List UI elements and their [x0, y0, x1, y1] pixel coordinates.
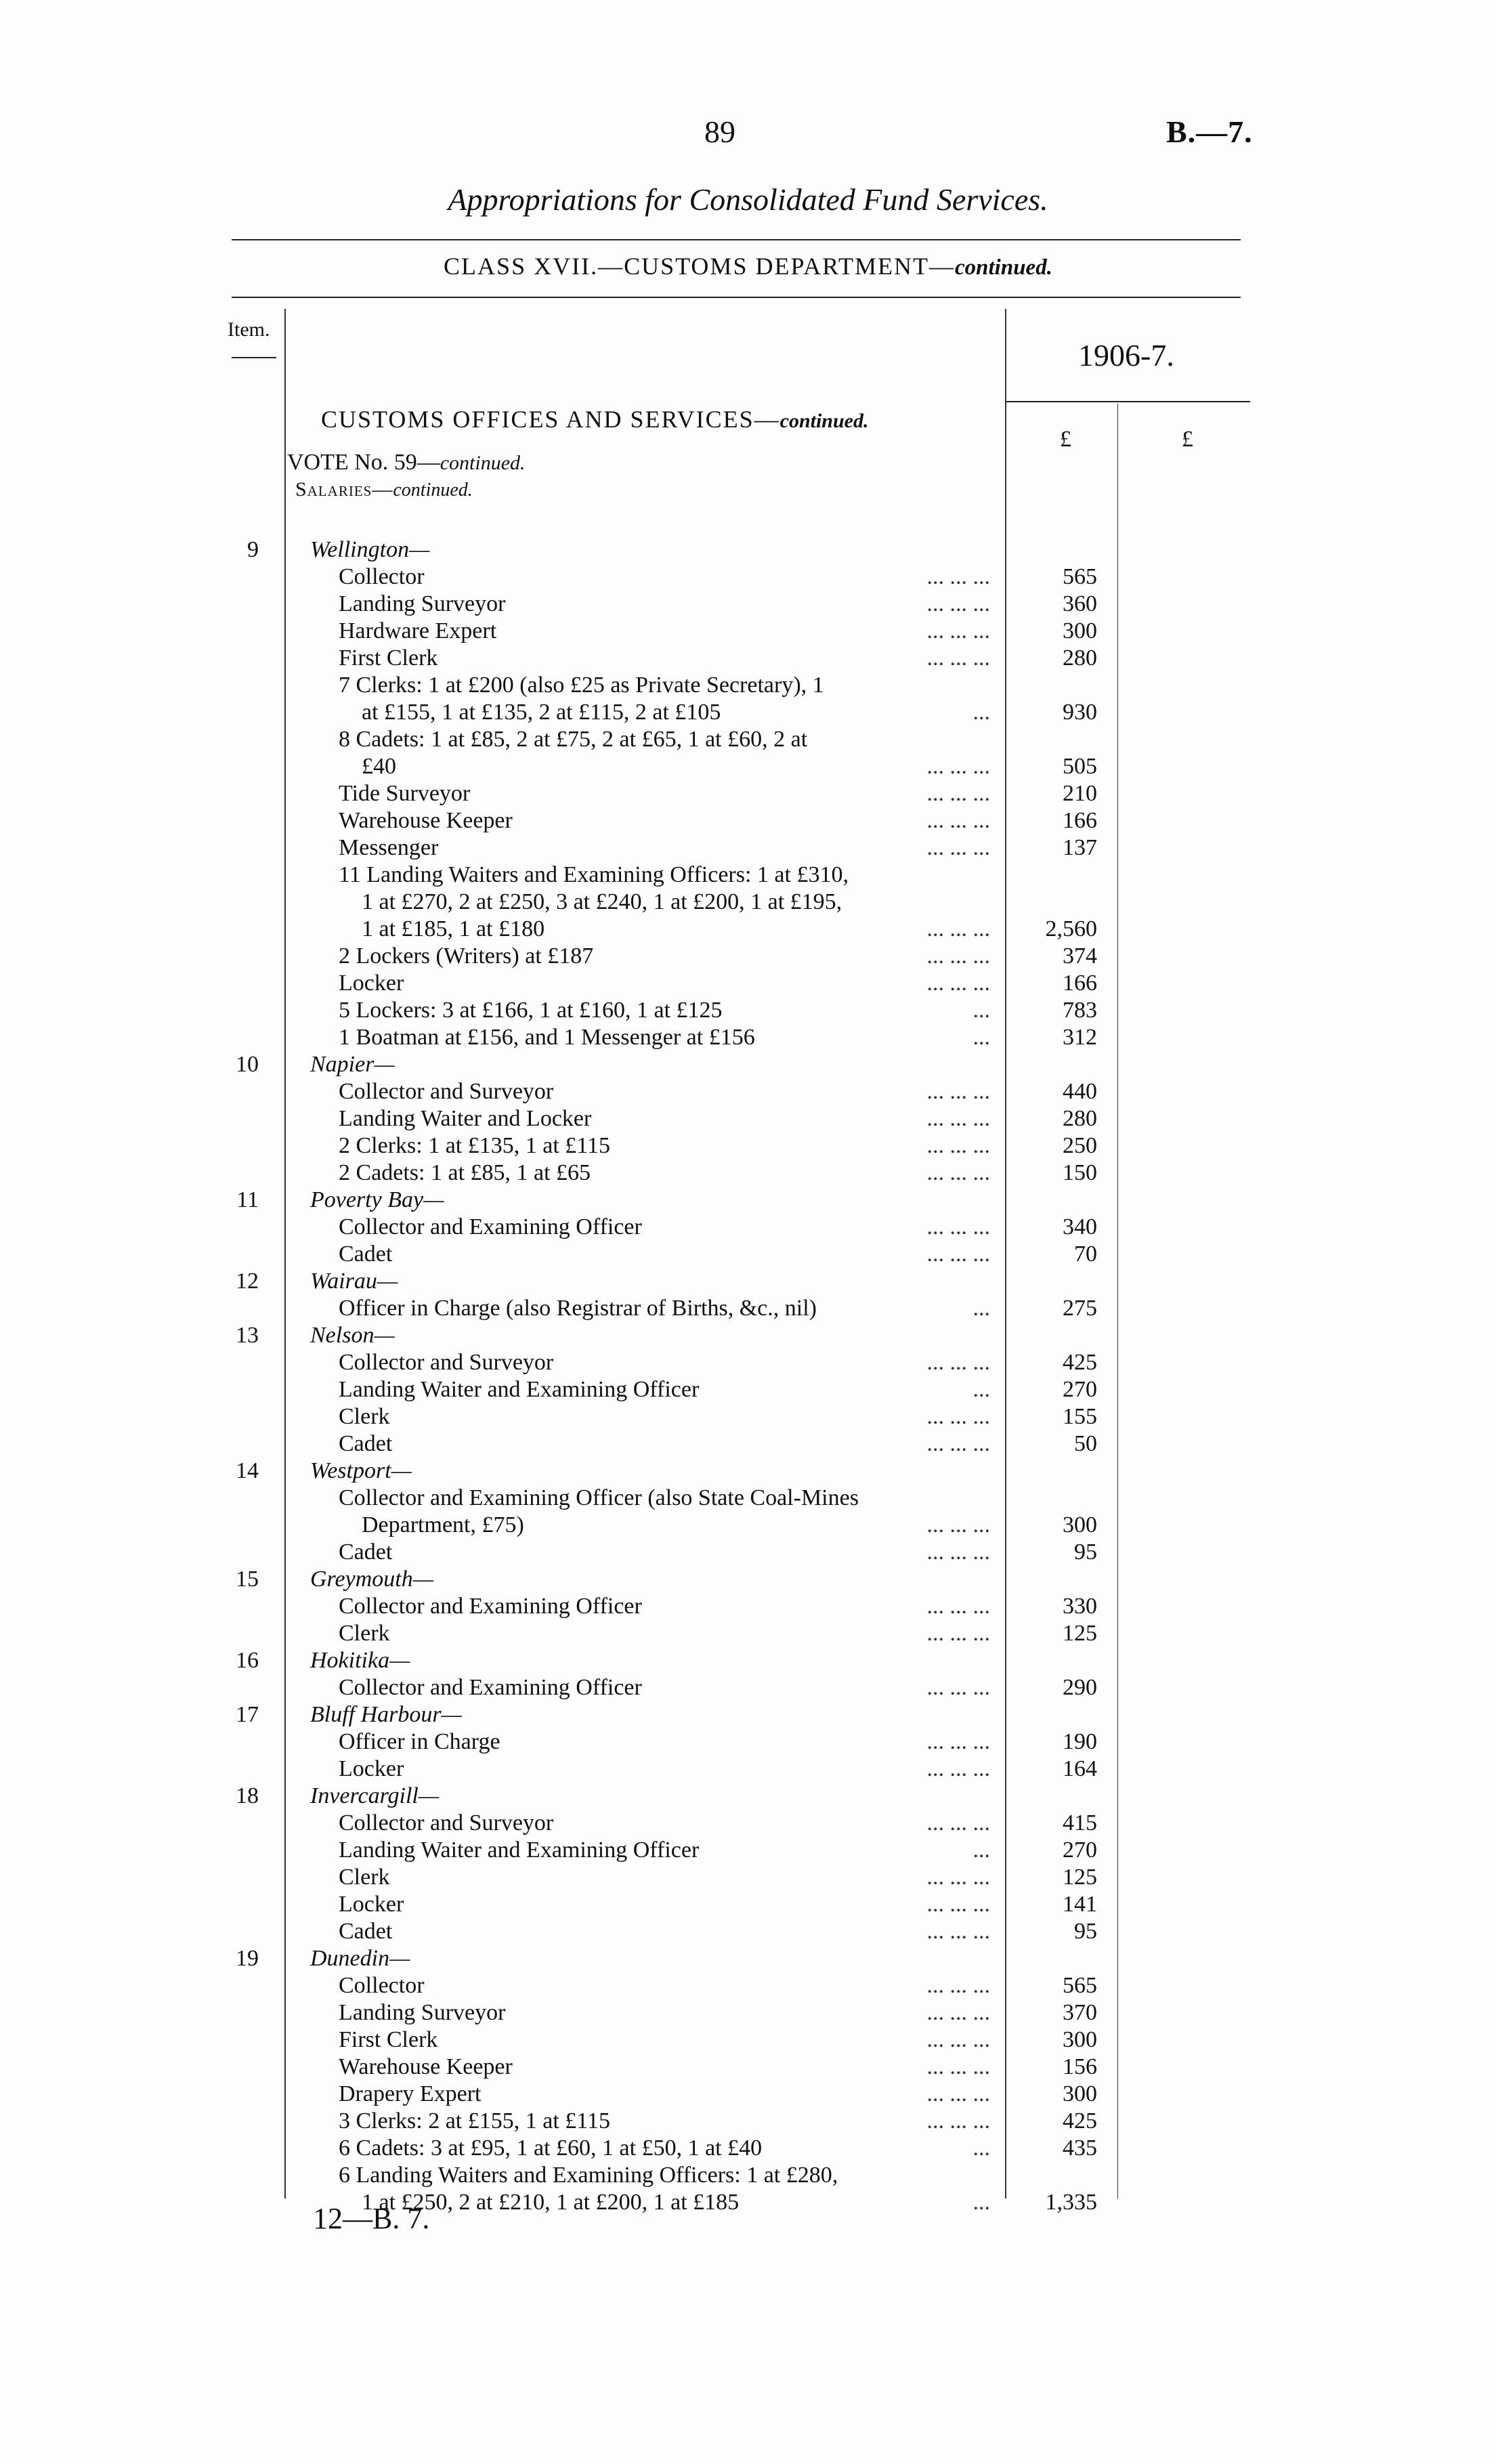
office-name: Wellington— — [310, 537, 430, 562]
item-number: 19 — [236, 1946, 259, 1971]
amount-value: 50 — [1074, 1431, 1097, 1456]
dot-leader: ... ... ... — [926, 781, 990, 806]
row-description: £40 — [362, 754, 396, 779]
row-description: Clerk — [339, 1404, 390, 1429]
dot-leader: ... ... ... — [926, 1810, 990, 1835]
row-description: Collector — [339, 564, 425, 589]
amount-value: 95 — [1074, 1919, 1097, 1944]
dot-leader: ... — [973, 1296, 990, 1321]
table-row — [0, 618, 1496, 645]
amount-value: 425 — [1063, 2108, 1097, 2133]
row-description: at £155, 1 at £135, 2 at £115, 2 at £105 — [362, 700, 721, 725]
row-description: Collector and Examining Officer (also State Coal-Mines — [339, 1485, 859, 1510]
amount-value: 360 — [1063, 591, 1097, 616]
amount-value: 155 — [1063, 1404, 1097, 1429]
vote-heading — [287, 450, 526, 475]
dot-leader: ... ... ... — [926, 1214, 990, 1239]
dot-leader: ... ... ... — [926, 1729, 990, 1754]
table-row — [0, 862, 1496, 889]
row-description: 2 Lockers (Writers) at £187 — [339, 943, 594, 969]
item-number: 16 — [236, 1648, 259, 1673]
table-row — [0, 1078, 1496, 1105]
dot-leader: ... ... ... — [926, 1160, 990, 1185]
amount-value: 250 — [1063, 1133, 1097, 1158]
row-description: Collector and Surveyor — [339, 1350, 554, 1375]
office-name: Poverty Bay— — [310, 1187, 444, 1212]
table-row — [0, 1430, 1496, 1458]
class-heading — [0, 252, 1496, 280]
table-row — [0, 1891, 1496, 1918]
table-row — [0, 1674, 1496, 1701]
table-row — [0, 2162, 1496, 2189]
table-row — [0, 1241, 1496, 1268]
dot-leader: ... ... ... — [926, 943, 990, 969]
table-row — [0, 1295, 1496, 1322]
office-heading-row — [0, 1187, 1496, 1214]
item-number: 14 — [236, 1458, 259, 1483]
row-description: 3 Clerks: 2 at £155, 1 at £115 — [339, 2108, 611, 2133]
row-description: Tide Surveyor — [339, 781, 471, 806]
table-row — [0, 591, 1496, 618]
office-name: Bluff Harbour— — [310, 1702, 462, 1727]
amount-value: 190 — [1063, 1729, 1097, 1754]
amount-value: 300 — [1063, 618, 1097, 643]
amount-value: 415 — [1063, 1810, 1097, 1835]
dot-leader: ... — [973, 700, 990, 725]
dot-leader: ... ... ... — [926, 754, 990, 779]
amount-value: 164 — [1063, 1756, 1097, 1781]
dot-leader: ... ... ... — [926, 916, 990, 941]
row-description: Officer in Charge (also Registrar of Births, &c., nil) — [339, 1296, 817, 1321]
row-description: 1 at £270, 2 at £250, 3 at £240, 1 at £200, 1 at £195, — [362, 889, 842, 914]
dot-leader: ... — [973, 2136, 990, 2161]
dot-leader: ... ... ... — [926, 1241, 990, 1267]
dot-leader: ... ... ... — [926, 1675, 990, 1700]
class-rule — [232, 297, 1241, 298]
dot-leader: ... ... ... — [926, 1079, 990, 1104]
table-row — [0, 1918, 1496, 1945]
amount-value: 137 — [1063, 835, 1097, 860]
dot-leader: ... ... ... — [926, 618, 990, 643]
office-heading-row — [0, 1783, 1496, 1810]
amount-value: 150 — [1063, 1160, 1097, 1185]
table-row — [0, 916, 1496, 943]
office-name: Napier— — [310, 1052, 395, 1077]
table-row — [0, 1864, 1496, 1891]
dot-leader: ... — [973, 1838, 990, 1863]
row-description: 7 Clerks: 1 at £200 (also £25 as Private Secretary), 1 — [339, 673, 824, 698]
row-description: 1 Boatman at £156, and 1 Messenger at £156 — [339, 1025, 755, 1050]
row-description: Locker — [339, 1756, 404, 1781]
amount-value: 280 — [1063, 645, 1097, 671]
office-heading-row — [0, 1945, 1496, 1972]
office-heading-row — [0, 1268, 1496, 1295]
dot-leader: ... ... ... — [926, 1756, 990, 1781]
row-description: Clerk — [339, 1621, 390, 1646]
dot-leader: ... ... ... — [926, 2081, 990, 2106]
amount-value: 166 — [1063, 971, 1097, 996]
dot-leader: ... ... ... — [926, 971, 990, 996]
year-header-rule — [1006, 401, 1250, 402]
table-row — [0, 1105, 1496, 1132]
amount-value: 440 — [1063, 1079, 1097, 1104]
row-description: Collector and Surveyor — [339, 1810, 554, 1835]
table-row — [0, 1810, 1496, 1837]
table-row — [0, 807, 1496, 834]
section-heading-suffix: continued. — [779, 410, 869, 432]
row-description: First Clerk — [339, 2027, 438, 2052]
amount-value: 505 — [1063, 754, 1097, 779]
item-number: 11 — [236, 1187, 259, 1212]
dot-leader: ... ... ... — [926, 2027, 990, 2052]
row-description: 6 Cadets: 3 at £95, 1 at £60, 1 at £50, 1 at £40 — [339, 2136, 763, 2161]
amount-value: 95 — [1074, 1539, 1097, 1565]
item-number: 17 — [236, 1702, 259, 1727]
table-row — [0, 1972, 1496, 1999]
row-description: Cadet — [339, 1539, 393, 1565]
dot-leader: ... ... ... — [926, 1350, 990, 1375]
office-heading-row — [0, 1322, 1496, 1349]
office-name: Dunedin— — [310, 1946, 410, 1971]
dot-leader: ... ... ... — [926, 2108, 990, 2133]
amount-value: 290 — [1063, 1675, 1097, 1700]
vote-heading-main: VOTE No. 59— — [287, 450, 440, 475]
amount-value: 141 — [1063, 1892, 1097, 1917]
row-description: Collector and Examining Officer — [339, 1214, 642, 1239]
row-description: Collector and Examining Officer — [339, 1594, 642, 1619]
amount-value: 70 — [1074, 1241, 1097, 1267]
salaries-subhead-suffix: continued. — [393, 480, 473, 501]
item-number: 10 — [236, 1052, 259, 1077]
amount-value: 300 — [1063, 1512, 1097, 1537]
item-number: 13 — [236, 1323, 259, 1348]
row-description: 5 Lockers: 3 at £166, 1 at £160, 1 at £125 — [339, 998, 723, 1023]
dot-leader: ... ... ... — [926, 1133, 990, 1158]
row-description: Locker — [339, 1892, 404, 1917]
dot-leader: ... ... ... — [926, 591, 990, 616]
row-description: Warehouse Keeper — [339, 2054, 513, 2079]
dot-leader: ... ... ... — [926, 1512, 990, 1537]
table-row — [0, 1728, 1496, 1756]
dot-leader: ... ... ... — [926, 835, 990, 860]
dot-leader: ... — [973, 998, 990, 1023]
class-heading-main: CLASS XVII.—CUSTOMS DEPARTMENT— — [444, 253, 955, 280]
office-name: Invercargill— — [310, 1783, 440, 1808]
row-description: Collector and Examining Officer — [339, 1675, 642, 1700]
table-row — [0, 970, 1496, 997]
row-description: Cadet — [339, 1241, 393, 1267]
table-row — [0, 1756, 1496, 1783]
table-row — [0, 997, 1496, 1024]
table-row — [0, 2135, 1496, 2162]
item-header-underline — [232, 357, 276, 358]
item-number: 12 — [236, 1269, 259, 1294]
dot-leader: ... ... ... — [926, 1594, 990, 1619]
office-heading-row — [0, 1647, 1496, 1674]
amount-value: 312 — [1063, 1025, 1097, 1050]
dot-leader: ... ... ... — [926, 1865, 990, 1890]
table-row — [0, 1376, 1496, 1403]
amount-value: 340 — [1063, 1214, 1097, 1239]
office-name: Nelson— — [310, 1323, 395, 1348]
office-heading-row — [0, 1566, 1496, 1593]
row-description: Locker — [339, 971, 404, 996]
amount-value: 330 — [1063, 1594, 1097, 1619]
table-row — [0, 780, 1496, 807]
row-description: First Clerk — [339, 645, 438, 671]
table-row — [0, 2081, 1496, 2108]
office-name: Greymouth— — [310, 1567, 433, 1592]
table-row — [0, 1999, 1496, 2026]
vote-heading-suffix: continued. — [440, 452, 526, 474]
table-row — [0, 2026, 1496, 2054]
dot-leader: ... ... ... — [926, 1621, 990, 1646]
amount-value: 425 — [1063, 1350, 1097, 1375]
amount-value: 435 — [1063, 2136, 1097, 2161]
table-row — [0, 1024, 1496, 1051]
dot-leader: ... ... ... — [926, 1404, 990, 1429]
table-row — [0, 1837, 1496, 1864]
dot-leader: ... ... ... — [926, 645, 990, 671]
row-description: Warehouse Keeper — [339, 808, 513, 833]
row-description: Clerk — [339, 1865, 390, 1890]
office-name: Hokitika— — [310, 1648, 410, 1673]
table-row — [0, 564, 1496, 591]
dot-leader: ... ... ... — [926, 564, 990, 589]
item-number: 15 — [236, 1567, 259, 1592]
row-description: 2 Cadets: 1 at £85, 1 at £65 — [339, 1160, 591, 1185]
section-heading-main: CUSTOMS OFFICES AND SERVICES— — [321, 406, 780, 433]
salaries-subhead-main: Salaries— — [295, 478, 393, 501]
table-row — [0, 753, 1496, 780]
page-footer-signature: 12—B. 7. — [313, 2202, 430, 2235]
row-description: 11 Landing Waiters and Examining Officers: 1 at £310, — [339, 862, 849, 887]
item-number: 18 — [236, 1783, 259, 1808]
amount-value: 370 — [1063, 2000, 1097, 2025]
dot-leader: ... ... ... — [926, 808, 990, 833]
office-name: Westport— — [310, 1458, 412, 1483]
table-row — [0, 1485, 1496, 1512]
amount-value: 2,560 — [1045, 916, 1097, 941]
item-column-header: Item. — [228, 318, 270, 341]
row-description: 8 Cadets: 1 at £85, 2 at £75, 2 at £65, 1 at £60, 2 at — [339, 727, 808, 752]
row-description: Department, £75) — [362, 1512, 524, 1537]
table-row — [0, 1620, 1496, 1647]
amount-value: 125 — [1063, 1621, 1097, 1646]
office-heading-row — [0, 536, 1496, 564]
table-row — [0, 2054, 1496, 2081]
row-description: 2 Clerks: 1 at £135, 1 at £115 — [339, 1133, 611, 1158]
dot-leader: ... ... ... — [926, 2000, 990, 2025]
amount-value: 156 — [1063, 2054, 1097, 2079]
amount-value: 300 — [1063, 2081, 1097, 2106]
office-heading-row — [0, 1051, 1496, 1078]
dot-leader: ... ... ... — [926, 1973, 990, 1998]
table-row — [0, 1214, 1496, 1241]
table-row — [0, 672, 1496, 699]
amount-value: 565 — [1063, 1973, 1097, 1998]
document-reference: B.—7. — [1166, 114, 1253, 149]
table-row — [0, 1593, 1496, 1620]
table-row — [0, 1349, 1496, 1376]
row-description: Landing Waiter and Examining Officer — [339, 1377, 700, 1402]
table-row — [0, 2108, 1496, 2135]
dot-leader: ... ... ... — [926, 1919, 990, 1944]
dot-leader: ... ... ... — [926, 1539, 990, 1565]
row-description: 1 at £250, 2 at £210, 1 at £200, 1 at £185 — [362, 2190, 740, 2215]
item-number: 9 — [247, 537, 259, 562]
dot-leader: ... — [973, 1377, 990, 1402]
office-name: Wairau— — [310, 1269, 398, 1294]
office-heading-row — [0, 1458, 1496, 1485]
page-title: Appropriations for Consolidated Fund Services. — [448, 182, 1048, 217]
dot-leader: ... ... ... — [926, 1431, 990, 1456]
pound-symbol-col2: £ — [1182, 427, 1193, 452]
table-row — [0, 726, 1496, 753]
row-description: Landing Surveyor — [339, 2000, 506, 2025]
table-row — [0, 1132, 1496, 1160]
row-description: Collector — [339, 1973, 425, 1998]
year-column-header: 1906-7. — [1078, 338, 1174, 373]
page-number: 89 — [704, 114, 735, 149]
amount-value: 1,335 — [1045, 2190, 1097, 2215]
table-row — [0, 889, 1496, 916]
amount-value: 210 — [1063, 781, 1097, 806]
amount-value: 783 — [1063, 998, 1097, 1023]
amount-value: 374 — [1063, 943, 1097, 969]
amount-value: 300 — [1063, 2027, 1097, 2052]
table-row — [0, 699, 1496, 726]
table-row — [0, 1403, 1496, 1430]
row-description: Landing Waiter and Locker — [339, 1106, 592, 1131]
row-description: Messenger — [339, 835, 439, 860]
table-row — [0, 2189, 1496, 2216]
amount-value: 275 — [1063, 1296, 1097, 1321]
table-row — [0, 1160, 1496, 1187]
row-description: Landing Surveyor — [339, 591, 506, 616]
amount-value: 565 — [1063, 564, 1097, 589]
table-row — [0, 1512, 1496, 1539]
pound-symbol-col1: £ — [1060, 427, 1071, 452]
office-heading-row — [0, 1701, 1496, 1728]
dot-leader: ... ... ... — [926, 1106, 990, 1131]
class-heading-suffix: continued. — [955, 255, 1052, 280]
row-description: Drapery Expert — [339, 2081, 482, 2106]
row-description: Hardware Expert — [339, 618, 497, 643]
row-description: Landing Waiter and Examining Officer — [339, 1838, 700, 1863]
row-description: Cadet — [339, 1431, 393, 1456]
table-row — [0, 943, 1496, 970]
amount-value: 166 — [1063, 808, 1097, 833]
amount-value: 125 — [1063, 1865, 1097, 1890]
amount-value: 930 — [1063, 700, 1097, 725]
title-rule — [232, 239, 1241, 240]
row-description: 6 Landing Waiters and Examining Officers: 1 at £280, — [339, 2163, 838, 2188]
row-description: Collector and Surveyor — [339, 1079, 554, 1104]
dot-leader: ... ... ... — [926, 1892, 990, 1917]
amount-value: 280 — [1063, 1106, 1097, 1131]
dot-leader: ... — [973, 1025, 990, 1050]
row-description: Cadet — [339, 1919, 393, 1944]
amount-value: 270 — [1063, 1838, 1097, 1863]
table-row — [0, 834, 1496, 862]
amount-value: 270 — [1063, 1377, 1097, 1402]
dot-leader: ... ... ... — [926, 2054, 990, 2079]
table-row — [0, 645, 1496, 672]
section-heading — [321, 405, 868, 433]
dot-leader: ... — [973, 2190, 990, 2215]
salaries-subhead — [295, 478, 473, 501]
row-description: 1 at £185, 1 at £180 — [362, 916, 545, 941]
table-row — [0, 1539, 1496, 1566]
row-description: Officer in Charge — [339, 1729, 500, 1754]
